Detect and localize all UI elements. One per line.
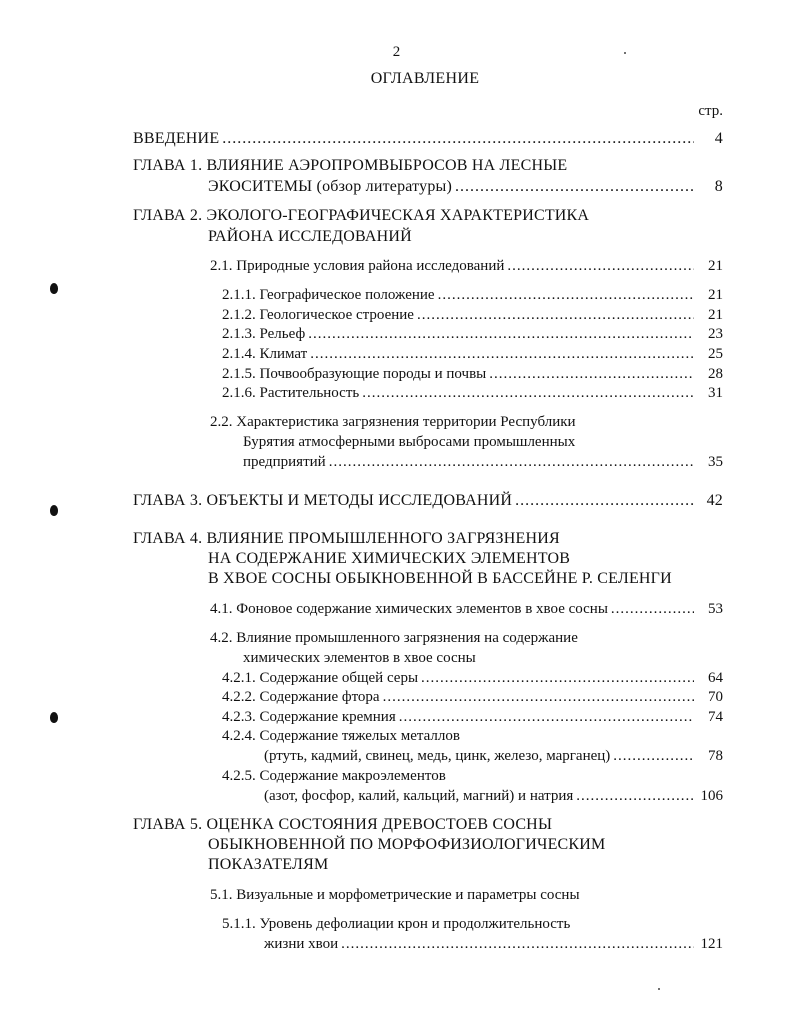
- toc-entry-4-1: [210, 601, 723, 618]
- leader-dots: [341, 936, 694, 953]
- toc-entry-text: 2.1.4. Климат: [222, 346, 308, 362]
- toc-entry-text: 2.1.6. Растительность: [222, 385, 360, 401]
- leader-dots: [421, 670, 694, 687]
- scan-speck: [624, 52, 626, 54]
- toc-entry-4-2-line2: химических элементов в хвое сосны: [243, 650, 476, 666]
- binder-hole-mark: [50, 283, 58, 294]
- toc-entry-5-1-1: [264, 936, 723, 953]
- leader-dots: [438, 287, 694, 304]
- toc-page-number: 35: [708, 454, 723, 470]
- binder-hole-mark: [50, 712, 58, 723]
- toc-entry-2-1-6: [222, 385, 723, 402]
- toc-entry-text: 4.2.3. Содержание кремния: [222, 709, 396, 725]
- chapter-4-heading: ГЛАВА 4. ВЛИЯНИЕ ПРОМЫШЛЕННОГО ЗАГРЯЗНЕНИЯ: [133, 530, 560, 547]
- chapter-1-heading: ГЛАВА 1. ВЛИЯНИЕ АЭРОПРОМВЫБРОСОВ НА ЛЕСНЫЕ: [133, 157, 568, 174]
- toc-entry-text: 2.1. Природные условия района исследований: [210, 258, 505, 274]
- toc-entry-2-1-4: [222, 346, 723, 363]
- leader-dots: [417, 307, 694, 324]
- page-column-label: стр.: [698, 103, 723, 119]
- toc-entry-2-2-line2: Бурятия атмосферными выбросами промышленных: [243, 434, 576, 450]
- toc-entry-chapter-3: [133, 492, 723, 510]
- leader-dots: [310, 346, 694, 363]
- toc-entry-2-2-line1: 2.2. Характеристика загрязнения территории Республики: [210, 414, 576, 430]
- toc-entry-text: 2.1.2. Геологическое строение: [222, 307, 414, 323]
- toc-entry-4-2-4: [264, 748, 723, 765]
- toc-page-number: 64: [708, 670, 723, 686]
- toc-entry-text: 2.1.5. Почвообразующие породы и почвы: [222, 366, 487, 382]
- leader-dots: [611, 601, 694, 618]
- leader-dots: [507, 258, 694, 275]
- toc-page-number: 4: [714, 130, 723, 147]
- toc-page-number: 106: [700, 788, 723, 804]
- leader-dots: [515, 492, 694, 510]
- leader-dots: [399, 709, 694, 726]
- leader-dots: [329, 454, 694, 471]
- toc-page-number: 28: [708, 366, 723, 382]
- chapter-4-heading-cont: В ХВОЕ СОСНЫ ОБЫКНОВЕННОЙ В БАССЕЙНЕ Р. СЕЛЕНГИ: [208, 570, 672, 587]
- toc-entry-2-1-5: [222, 366, 723, 383]
- toc-page-number: 42: [706, 492, 723, 509]
- toc-entry-5-1: 5.1. Визуальные и морфометрические и параметры сосны: [210, 887, 580, 903]
- toc-entry-4-2-4-line1: 4.2.4. Содержание тяжелых металлов: [222, 728, 460, 744]
- toc-page-number: 21: [708, 287, 723, 303]
- toc-page-number: 53: [708, 601, 723, 617]
- chapter-2-heading-cont: РАЙОНА ИССЛЕДОВАНИЙ: [208, 228, 412, 245]
- toc-entry-4-2-3: [222, 709, 723, 726]
- toc-entry-2-1-2: [222, 307, 723, 324]
- toc-entry-text: предприятий: [243, 454, 326, 470]
- toc-entry-text: жизни хвои: [264, 936, 339, 952]
- leader-dots: [576, 788, 694, 805]
- toc-page-number: 70: [708, 689, 723, 705]
- toc-page-number: 21: [708, 258, 723, 274]
- chapter-5-heading: ГЛАВА 5. ОЦЕНКА СОСТОЯНИЯ ДРЕВОСТОЕВ СОСНЫ: [133, 816, 553, 833]
- leader-dots: [489, 366, 694, 383]
- toc-entry-text: ВВЕДЕНИЕ: [133, 130, 220, 147]
- toc-entry-2-1-1: [222, 287, 723, 304]
- toc-entry-4-2-line1: 4.2. Влияние промышленного загрязнения на содержание: [210, 630, 578, 646]
- toc-entry-text: 2.1.3. Рельеф: [222, 326, 306, 342]
- chapter-5-heading-cont: ОБЫКНОВЕННОЙ ПО МОРФОФИЗИОЛОГИЧЕСКИМ: [208, 836, 606, 853]
- toc-page-number: 78: [708, 748, 723, 764]
- leader-dots: [613, 748, 694, 765]
- toc-page-number: 8: [714, 178, 723, 195]
- toc-page-number: 21: [708, 307, 723, 323]
- binder-hole-mark: [50, 505, 58, 516]
- toc-entry-4-2-2: [222, 689, 723, 706]
- toc-entry-2-2: [243, 454, 723, 471]
- leader-dots: [222, 130, 694, 148]
- toc-entry-2-1: [210, 258, 723, 275]
- scan-speck: [658, 988, 660, 990]
- toc-entry-text: ГЛАВА 3. ОБЪЕКТЫ И МЕТОДЫ ИССЛЕДОВАНИЙ: [133, 492, 513, 509]
- toc-entry-text: 4.2.2. Содержание фтора: [222, 689, 380, 705]
- leader-dots: [308, 326, 694, 343]
- chapter-4-heading-cont: НА СОДЕРЖАНИЕ ХИМИЧЕСКИХ ЭЛЕМЕНТОВ: [208, 550, 571, 567]
- toc-entry-4-2-1: [222, 670, 723, 687]
- page-title: ОГЛАВЛЕНИЕ: [370, 70, 480, 87]
- toc-entry-4-2-5: [264, 788, 723, 805]
- toc-page-number: 31: [708, 385, 723, 401]
- chapter-5-heading-cont: ПОКАЗАТЕЛЯМ: [208, 856, 329, 873]
- toc-entry-text: ЭКОСИТЕМЫ (обзор литературы): [208, 178, 453, 195]
- toc-entry-text: 4.1. Фоновое содержание химических элементов в хвое сосны: [210, 601, 608, 617]
- toc-entry-2-1-3: [222, 326, 723, 343]
- toc-page-number: 121: [700, 936, 723, 952]
- leader-dots: [455, 178, 694, 196]
- toc-entry-text: 4.2.1. Содержание общей серы: [222, 670, 419, 686]
- toc-entry-text: (ртуть, кадмий, свинец, медь, цинк, железо, марганец): [264, 748, 611, 764]
- toc-page-number: 74: [708, 709, 723, 725]
- leader-dots: [383, 689, 694, 706]
- toc-entry-4-2-5-line1: 4.2.5. Содержание макроэлементов: [222, 768, 446, 784]
- chapter-2-heading: ГЛАВА 2. ЭКОЛОГО-ГЕОГРАФИЧЕСКАЯ ХАРАКТЕРИСТИКА: [133, 207, 590, 224]
- toc-page-number: 23: [708, 326, 723, 342]
- toc-entry-chapter-1: [208, 178, 723, 196]
- toc-entry-5-1-1-line1: 5.1.1. Уровень дефолиации крон и продолжительность: [222, 916, 571, 932]
- toc-entry-text: (азот, фосфор, калий, кальций, магний) и натрия: [264, 788, 574, 804]
- leader-dots: [362, 385, 694, 402]
- toc-entry-text: 2.1.1. Географическое положение: [222, 287, 435, 303]
- page-number: 2: [392, 44, 401, 60]
- toc-entry-intro: [133, 130, 723, 148]
- toc-page-number: 25: [708, 346, 723, 362]
